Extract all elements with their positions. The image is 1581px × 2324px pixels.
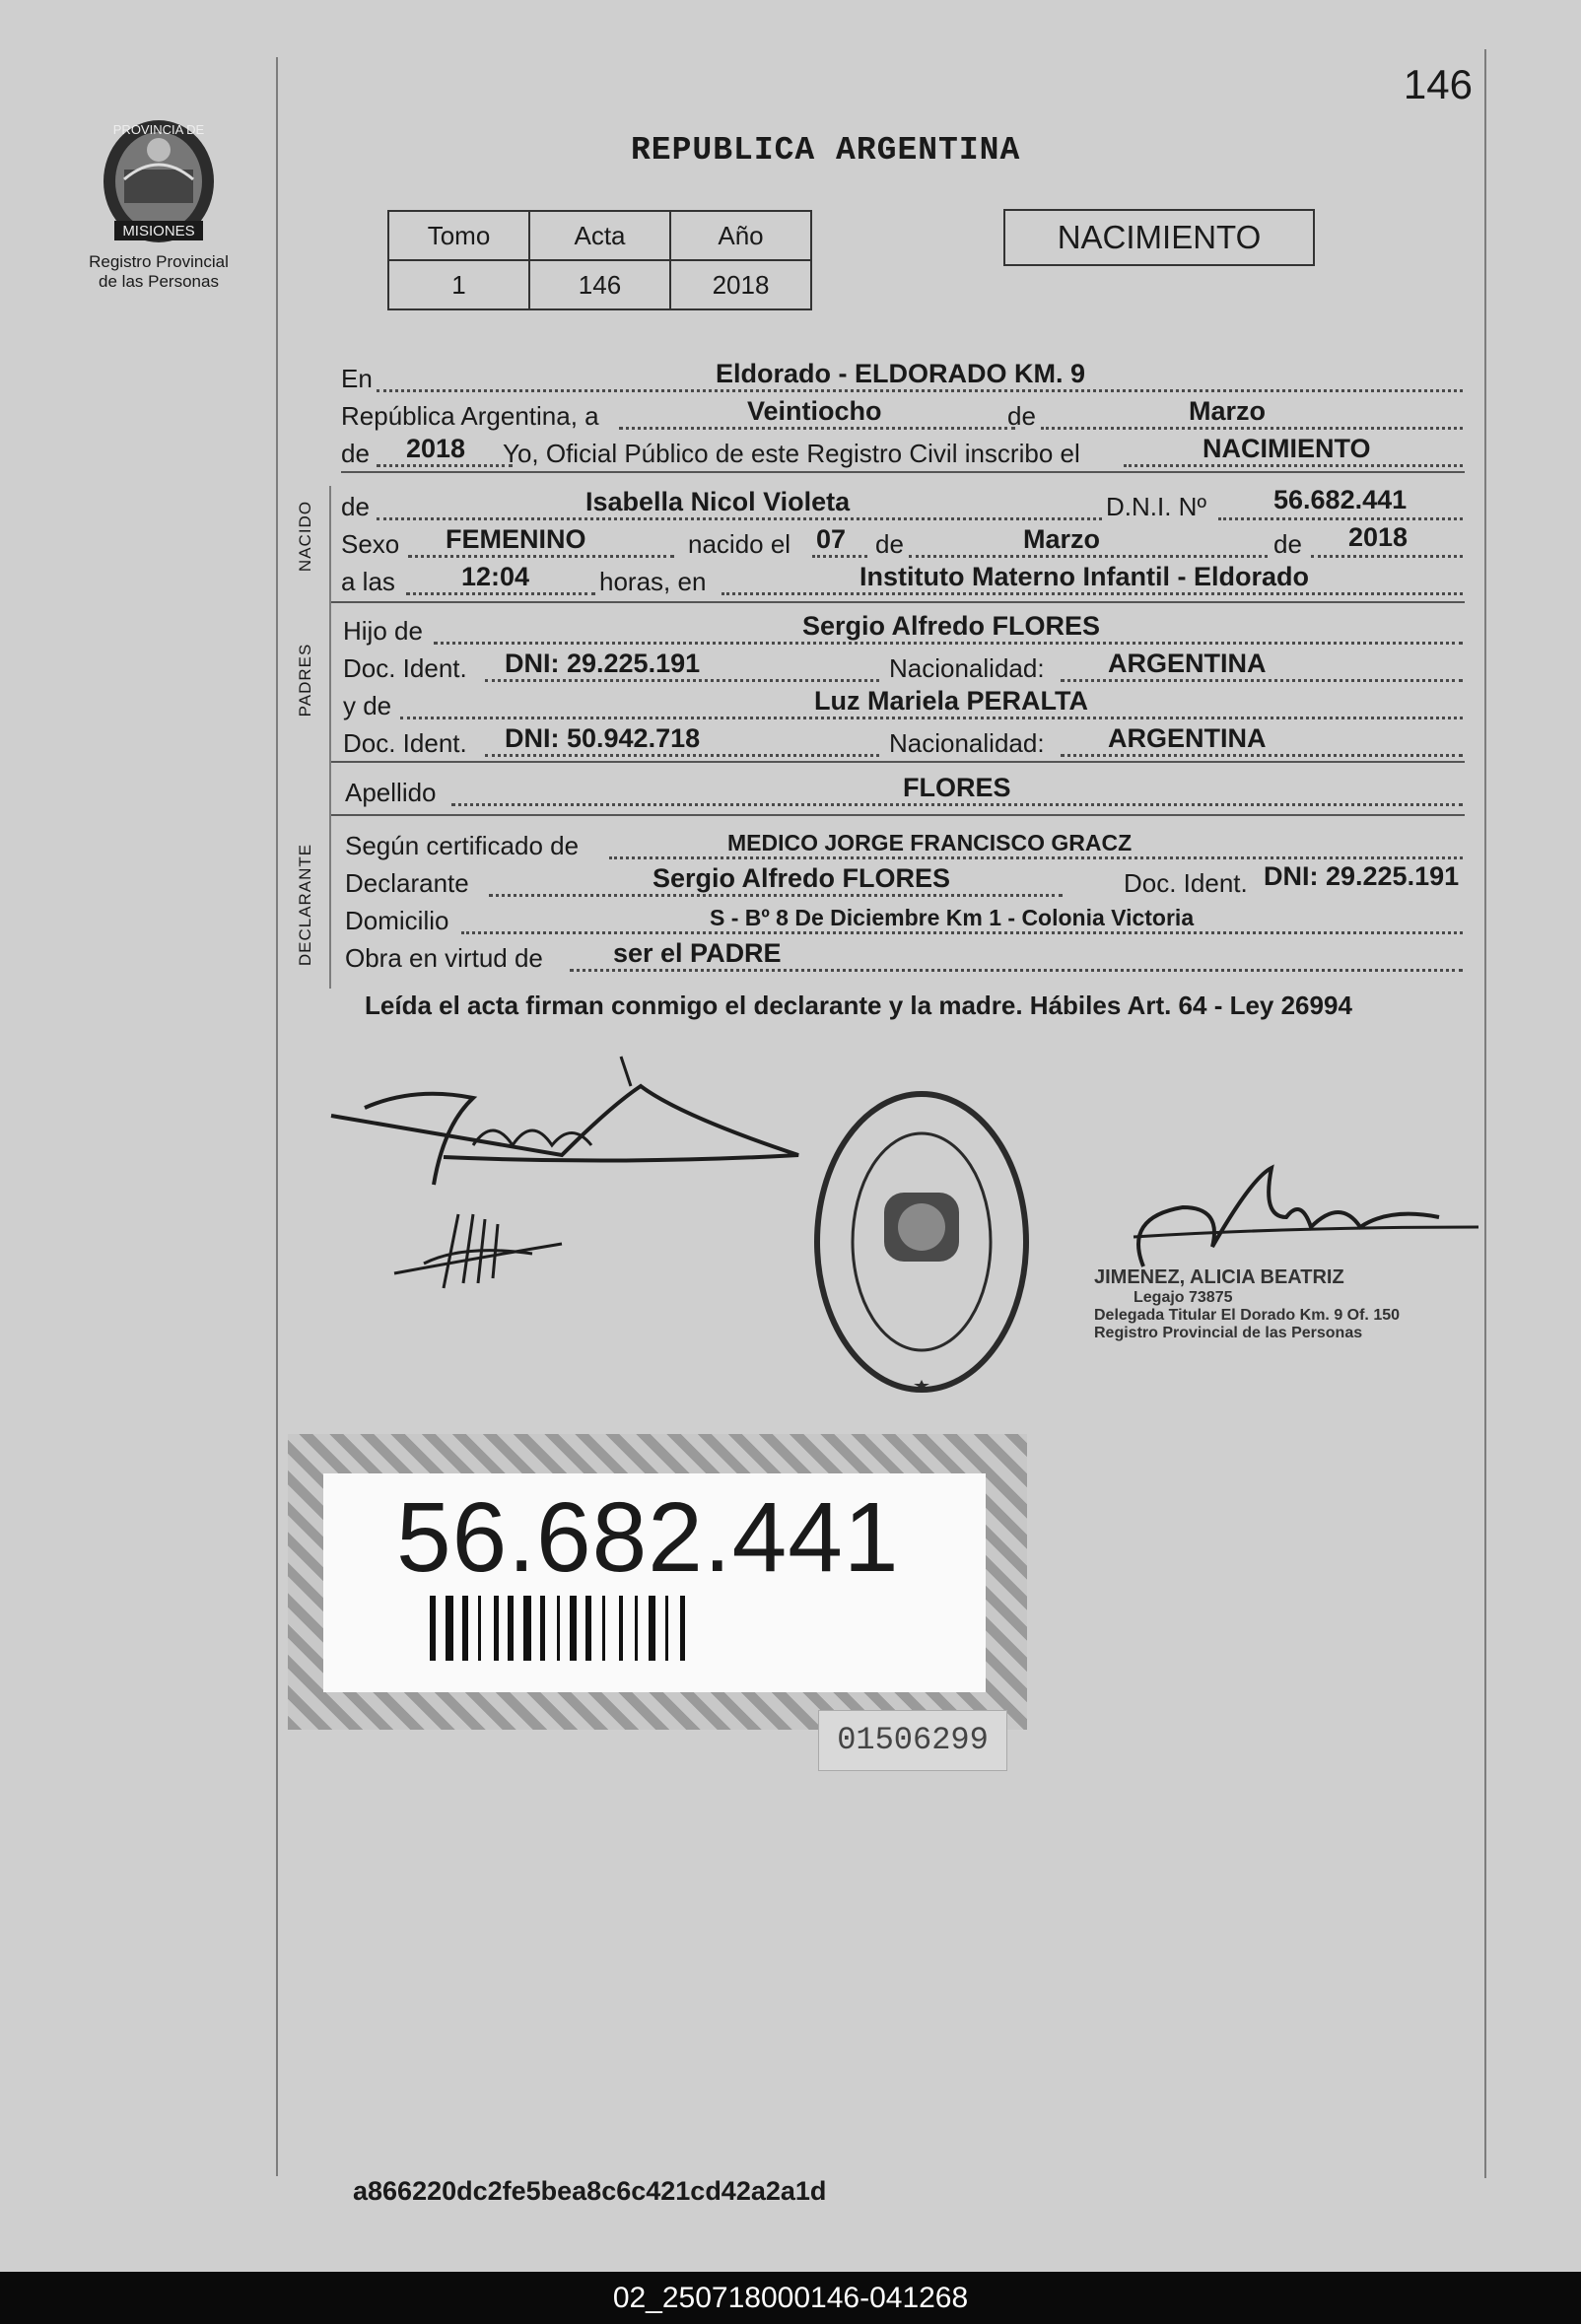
label-domicilio: Domicilio: [345, 906, 449, 935]
rule-after-apellido: [331, 814, 1465, 816]
inscription-row: [341, 436, 1463, 471]
right-margin-line: [1484, 49, 1486, 2178]
record-table-header-row: [388, 211, 811, 260]
label-a-las: a las: [341, 567, 395, 596]
dots: [909, 555, 1268, 558]
label-en: En: [341, 364, 373, 393]
barcode-bar: [635, 1596, 638, 1661]
label-apellido: Apellido: [345, 778, 437, 807]
section-label-declarante: DECLARANTE: [296, 843, 314, 967]
label-segun: Según certificado de: [345, 831, 580, 860]
dots: [1041, 427, 1463, 430]
dni-number-large: 56.682.441: [396, 1482, 900, 1593]
dots: [377, 389, 1463, 392]
birth-time: 12:04: [461, 562, 530, 591]
nacido-time-row: [341, 564, 1463, 599]
child-name: Isabella Nicol Violeta: [585, 487, 851, 516]
province-seal-icon: [85, 110, 233, 248]
mother-nationality: ARGENTINA: [1108, 723, 1267, 753]
mother-name: Luz Mariela PERALTA: [814, 686, 1089, 716]
page-number: 146: [1403, 61, 1473, 107]
dots: [451, 803, 1463, 806]
declarant-row: [341, 861, 1463, 901]
section-label-padres: PADRES: [296, 643, 314, 718]
seal-text-bottom: MISIONES: [122, 223, 195, 239]
barcode-bar: [570, 1596, 577, 1661]
value-acta: 146: [529, 260, 670, 309]
logo-text-line2: de las Personas: [99, 272, 219, 291]
official-stamp-title: Delegada Titular El Dorado Km. 9 Of. 150: [1094, 1307, 1401, 1324]
registry-stamp-icon: [803, 1084, 1040, 1409]
label-sexo: Sexo: [341, 529, 400, 559]
logo-text-line1: Registro Provincial: [89, 252, 229, 271]
nacido-name-row: [341, 485, 1463, 524]
father-name-row: [341, 613, 1463, 649]
value-tomo: 1: [388, 260, 529, 309]
year-value: 2018: [406, 434, 466, 463]
father-doc-row: [341, 650, 1463, 686]
barcode-bar: [602, 1596, 605, 1661]
left-margin-line: [276, 57, 278, 2176]
dots: [406, 592, 595, 595]
birth-place: Instituto Materno Infantil - Eldorado: [859, 562, 1309, 591]
section-label-nacido: NACIDO: [296, 500, 314, 573]
place-row: [341, 361, 1463, 396]
barcode-bar: [478, 1596, 481, 1661]
dots: [377, 464, 513, 467]
barcode-bar: [585, 1596, 591, 1661]
birth-year: 2018: [1348, 522, 1409, 552]
label-de: de: [1007, 401, 1036, 431]
record-table: [387, 210, 812, 310]
rule-after-nacido: [331, 601, 1465, 603]
date-row: [341, 398, 1463, 434]
label-nacido-el: nacido el: [688, 529, 791, 559]
official-stamp-legajo: Legajo 73875: [1134, 1289, 1233, 1306]
label-horas: horas, en: [599, 567, 707, 596]
dots: [377, 517, 1102, 520]
inscribed-value: NACIMIENTO: [1203, 434, 1371, 463]
dots: [485, 679, 879, 682]
header-tomo: Tomo: [388, 211, 529, 260]
declarant-signature-icon: [325, 1047, 818, 1323]
label-de2: de: [341, 439, 370, 468]
dots: [570, 969, 1463, 972]
mother-doc-row: [341, 725, 1463, 761]
mother-doc: DNI: 50.942.718: [505, 723, 701, 753]
document-title: REPUBLICA ARGENTINA: [631, 132, 1021, 169]
label-doc-father: Doc. Ident.: [343, 653, 467, 683]
barcode-bar: [540, 1596, 545, 1661]
header-acta: Acta: [529, 211, 670, 260]
label-nac-mother: Nacionalidad:: [889, 728, 1045, 758]
surname-row: [341, 775, 1463, 810]
dots: [1311, 555, 1463, 558]
birth-month: Marzo: [1023, 524, 1101, 554]
registry-logo: [65, 110, 252, 292]
reason-row: [341, 940, 1463, 976]
dots: [812, 555, 867, 558]
label-y-de: y de: [343, 691, 392, 720]
declarant-doc: DNI: 29.225.191: [1264, 861, 1460, 891]
barcode-bar: [430, 1596, 436, 1661]
label-country: República Argentina, a: [341, 401, 599, 431]
document-hash: a866220dc2fe5bea8c6c421cd42a2a1d: [353, 2176, 827, 2206]
dots: [619, 427, 1015, 430]
father-name: Sergio Alfredo FLORES: [802, 611, 1101, 641]
barcode-bar: [619, 1596, 623, 1661]
barcode-bar: [665, 1596, 668, 1661]
label-official: Yo, Oficial Público de este Registro Civil inscribo el: [503, 439, 1080, 468]
barcode-bar: [508, 1596, 514, 1661]
declarant-name: Sergio Alfredo FLORES: [653, 863, 951, 893]
child-dni: 56.682.441: [1273, 485, 1408, 514]
surname-value: FLORES: [903, 773, 1011, 802]
dots: [408, 555, 674, 558]
sex-value: FEMENINO: [446, 524, 586, 554]
dni-barcode-label: [288, 1434, 1027, 1730]
official-stamp: [1094, 1266, 1469, 1342]
label-hijo-de: Hijo de: [343, 616, 423, 646]
label-declarante: Declarante: [345, 868, 469, 898]
label-doc-mother: Doc. Ident.: [343, 728, 467, 758]
address-row: [341, 903, 1463, 938]
dots: [1061, 754, 1463, 757]
label-de-year: de: [1273, 529, 1302, 559]
reason-value: ser el PADRE: [613, 938, 782, 968]
footer-code: 02_250718000146-041268: [0, 2272, 1581, 2324]
dots: [1218, 517, 1463, 520]
label-obra: Obra en virtud de: [345, 943, 543, 973]
official-stamp-name: JIMENEZ, ALICIA BEATRIZ: [1094, 1266, 1344, 1288]
dots: [461, 931, 1463, 934]
nacido-sex-row: [341, 522, 1463, 562]
dots: [489, 894, 1063, 897]
official-stamp-registry: Registro Provincial de las Personas: [1094, 1325, 1363, 1341]
dots: [1061, 679, 1463, 682]
certificate-value: MEDICO JORGE FRANCISCO GRACZ: [727, 830, 1133, 855]
label-nac-father: Nacionalidad:: [889, 653, 1045, 683]
father-doc: DNI: 29.225.191: [505, 649, 701, 678]
dots: [400, 717, 1463, 719]
month-value: Marzo: [1189, 396, 1267, 426]
barcode-bar: [523, 1596, 531, 1661]
barcode-bar: [446, 1596, 453, 1661]
serial-sticker: 01506299: [818, 1710, 1007, 1771]
barcode-bar: [462, 1596, 468, 1661]
barcode-bar: [557, 1596, 560, 1661]
birth-day: 07: [816, 524, 847, 554]
label-dni: D.N.I. Nº: [1106, 492, 1206, 521]
day-value: Veintiocho: [747, 396, 882, 426]
label-nacido-de: de: [341, 492, 370, 521]
barcode-label-inner: [323, 1473, 986, 1692]
barcode-bar: [680, 1596, 685, 1661]
place-value: Eldorado - ELDORADO KM. 9: [716, 359, 1086, 388]
barcode-bar: [494, 1596, 499, 1661]
rule-after-padres: [331, 761, 1465, 763]
closing-statement: Leída el acta firman conmigo el declarante y la madre. Hábiles Art. 64 - Ley 26994: [365, 991, 1352, 1020]
certificate-row: [341, 828, 1463, 863]
dots: [609, 856, 1463, 859]
mother-name-row: [341, 688, 1463, 723]
dots: [722, 592, 1463, 595]
value-ano: 2018: [670, 260, 811, 309]
rule-after-date: [341, 471, 1465, 473]
father-nationality: ARGENTINA: [1108, 649, 1267, 678]
record-type-box: NACIMIENTO: [1003, 209, 1315, 266]
barcode-icon: [430, 1596, 863, 1661]
barcode-bar: [649, 1596, 655, 1661]
dots: [1124, 464, 1463, 467]
record-table-value-row: [388, 260, 811, 309]
label-doc-declarant: Doc. Ident.: [1124, 868, 1248, 898]
dots: [485, 754, 879, 757]
address-value: S - Bº 8 De Diciembre Km 1 - Colonia Victoria: [710, 905, 1195, 930]
seal-text-top: PROVINCIA DE: [112, 122, 205, 137]
header-ano: Año: [670, 211, 811, 260]
section-divider-line: [329, 486, 331, 989]
label-de-birth: de: [875, 529, 904, 559]
dots: [434, 642, 1463, 645]
